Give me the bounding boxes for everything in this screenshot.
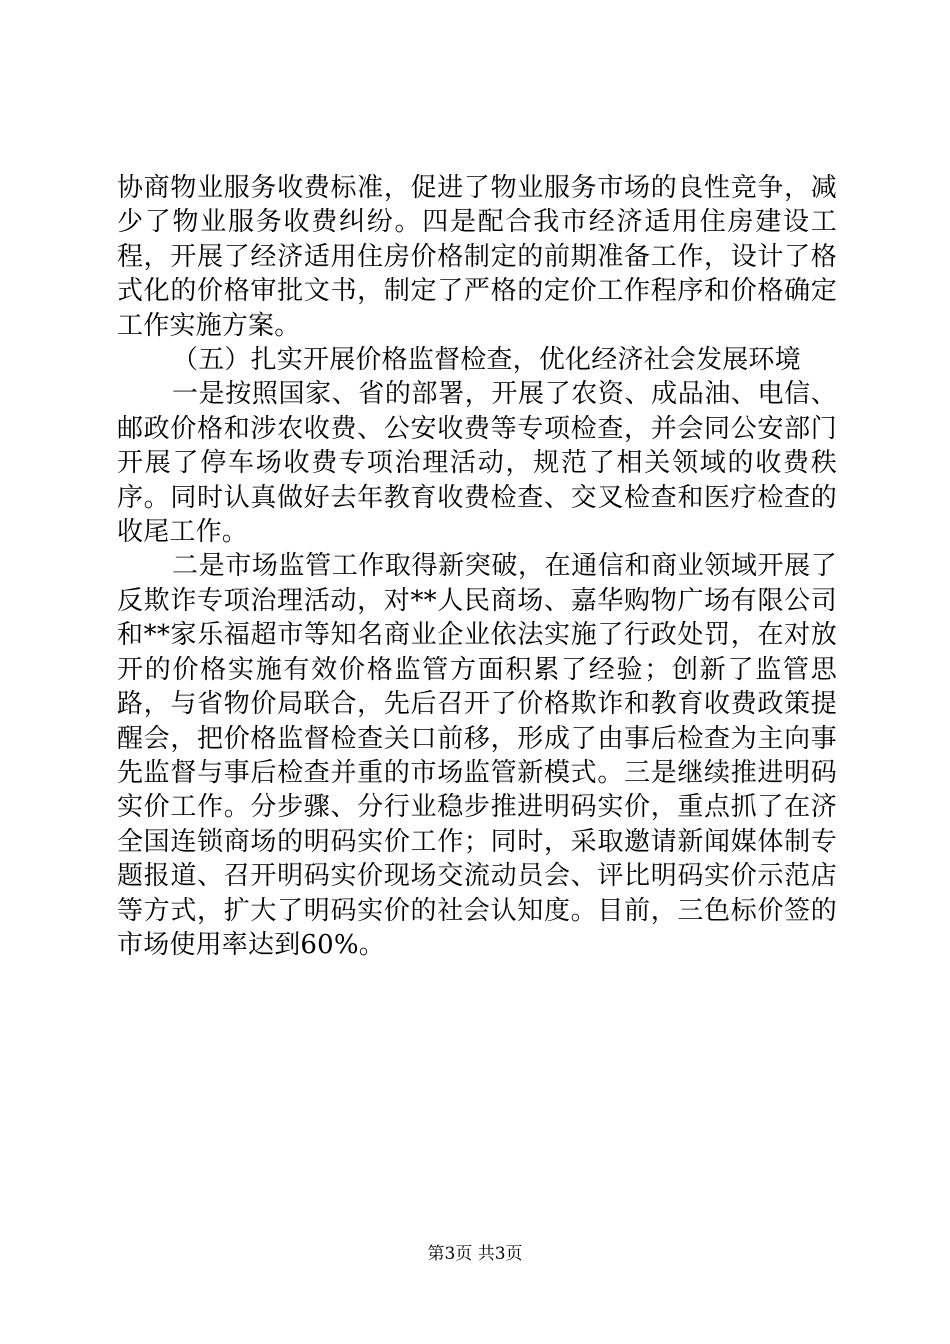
paragraph-market-supervision: 二是市场监管工作取得新突破，在通信和商业领域开展了反欺诈专项治理活动，对**人民商场、嘉华购物广场有限公司和**家乐福超市等知名商业企业依法实施了行政处罚，在对放开的价格实施有效价格监管方面积累了经验；创新了监管思路，与省物价局联合，先后召开了价格欺诈和教育收费政策提醒会，把价格监督检查关口前移，形成了由事后检查为主向事先监督与事后检查并重的市场监管新模式。三是继续推进明码实价工作。分步骤、分行业稳步推进明码实价，重点抓了在济全国连锁商场的明码实价工作；同时，采取邀请新闻媒体制专题报道、召开明码实价现场交流动员会、评比明码实价示范店等方式，扩大了明码实价的社会认知度。目前，三色标价签的市场使用率达到60%。 — [117, 551, 837, 960]
document-body — [117, 171, 837, 962]
page-footer — [0, 1243, 950, 1265]
paragraph-inspection: 一是按照国家、省的部署，开展了农资、成品油、电信、邮政价格和涉农收费、公安收费等专项检查，并会同公安部门开展了停车场收费专项治理活动，规范了相关领域的收费秩序。同时认真做好去年教育收费检查、交叉检查和医疗检查的收尾工作。 — [117, 379, 837, 548]
page-number: 第3页 共3页 — [427, 1244, 523, 1264]
section-heading: （五）扎实开展价格监督检查，优化经济社会发展环境 — [172, 345, 801, 376]
paragraph-continuation: 协商物业服务收费标准，促进了物业服务市场的良性竞争，减少了物业服务收费纠纷。四是配合我市经济适用住房建设工程，开展了经济适用住房价格制定的前期准备工作，设计了格式化的价格审批文书，制定了严格的定价工作程序和价格确定工作实施方案。 — [117, 173, 837, 341]
